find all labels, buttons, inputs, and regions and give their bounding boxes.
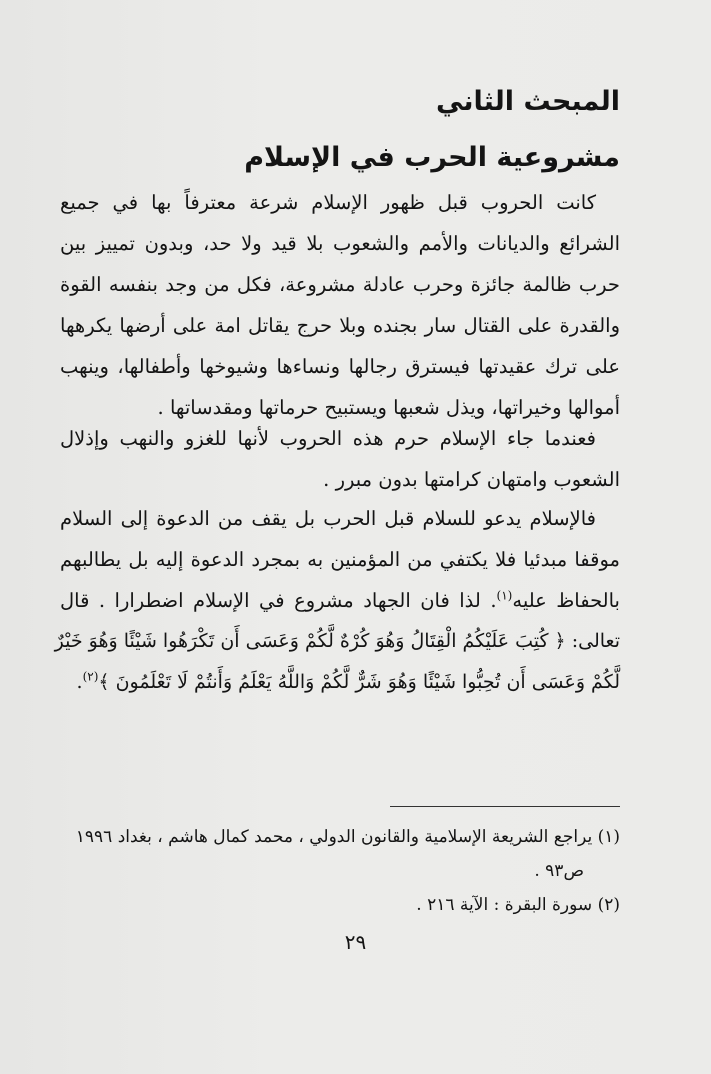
quran-verse-line: تعالى: ﴿ كُتِبَ عَلَيْكُمُ الْقِتَالُ وَهُوَ كُرْهٌ لَّكُمْ وَعَسَى أَن تَكْرَهُوا شَيْئًا وَهُوَ خَيْرٌ [54, 630, 620, 652]
text-line: والقدرة على القتال سار بجنده وبلا حرج يقاتل امة على أرضها يكرهها [60, 314, 620, 337]
section-title: المبحث الثاني [436, 86, 620, 117]
text-line: موقفا مبدئيا فلا يكتفي من المؤمنين به بمجرد الدعوة إليه بل يطالبهم [60, 548, 620, 571]
text-run: بالحفاظ عليه [512, 589, 620, 612]
text-line: على ترك عقيدتها فيسترق رجالها ونساءها وشيوخها وأطفالها، وينهب [60, 355, 620, 378]
footnote-1-continued: ص٩٣ . [534, 861, 584, 881]
footnotes [60, 820, 620, 922]
footnote-ref-2[interactable]: (٢) [82, 669, 99, 684]
text-line: كانت الحروب قبل ظهور الإسلام شرعة معترفاً بها في جميع [60, 191, 596, 214]
text-line: الشعوب وامتهان كرامتها بدون مبرر . [323, 468, 620, 491]
paragraph-3 [54, 498, 620, 703]
footnote-divider [390, 806, 620, 807]
paragraph-1 [60, 182, 620, 428]
chapter-title: مشروعية الحرب في الإسلام [244, 142, 620, 173]
text-line: فعندما جاء الإسلام حرم هذه الحروب لأنها للغزو والنهب وإذلال [60, 427, 596, 450]
text-run: . لذا فان الجهاد مشروع في الإسلام اضطرارا . قال [60, 589, 497, 612]
text-line: أموالها وخيراتها، ويذل شعبها ويستبيح حرماتها ومقدساتها . [157, 396, 620, 419]
footnote-1: (١) يراجع الشريعة الإسلامية والقانون الدولي ، محمد كمال هاشم ، بغداد ١٩٩٦ [75, 827, 620, 847]
text-line: حرب ظالمة جائزة وحرب عادلة مشروعة، فكل من وجد بنفسه القوة [60, 273, 620, 296]
footnote-ref-1[interactable]: (١) [496, 588, 513, 603]
footnote-2: (٢) سورة البقرة : الآية ٢١٦ . [416, 895, 620, 915]
text-run: . [76, 671, 83, 693]
quran-verse-line [60, 662, 620, 703]
text-run: لَّكُمْ وَعَسَى أَن تُحِبُّوا شَيْئًا وَهُوَ شَرٌّ لَّكُمْ وَاللَّهُ يَعْلَمُ وَأَنتُمْ لَا تَعْلَمُونَ ﴾ [98, 671, 620, 693]
page-number: ٢٩ [344, 930, 367, 954]
text-line: فالإسلام يدعو للسلام قبل الحرب بل يقف من الدعوة إلى السلام [60, 507, 596, 530]
paragraph-2 [60, 418, 620, 500]
text-line [60, 580, 620, 621]
text-line: الشرائع والديانات والأمم والشعوب بلا قيد ولا حد، وبدون تمييز بين [60, 232, 620, 255]
